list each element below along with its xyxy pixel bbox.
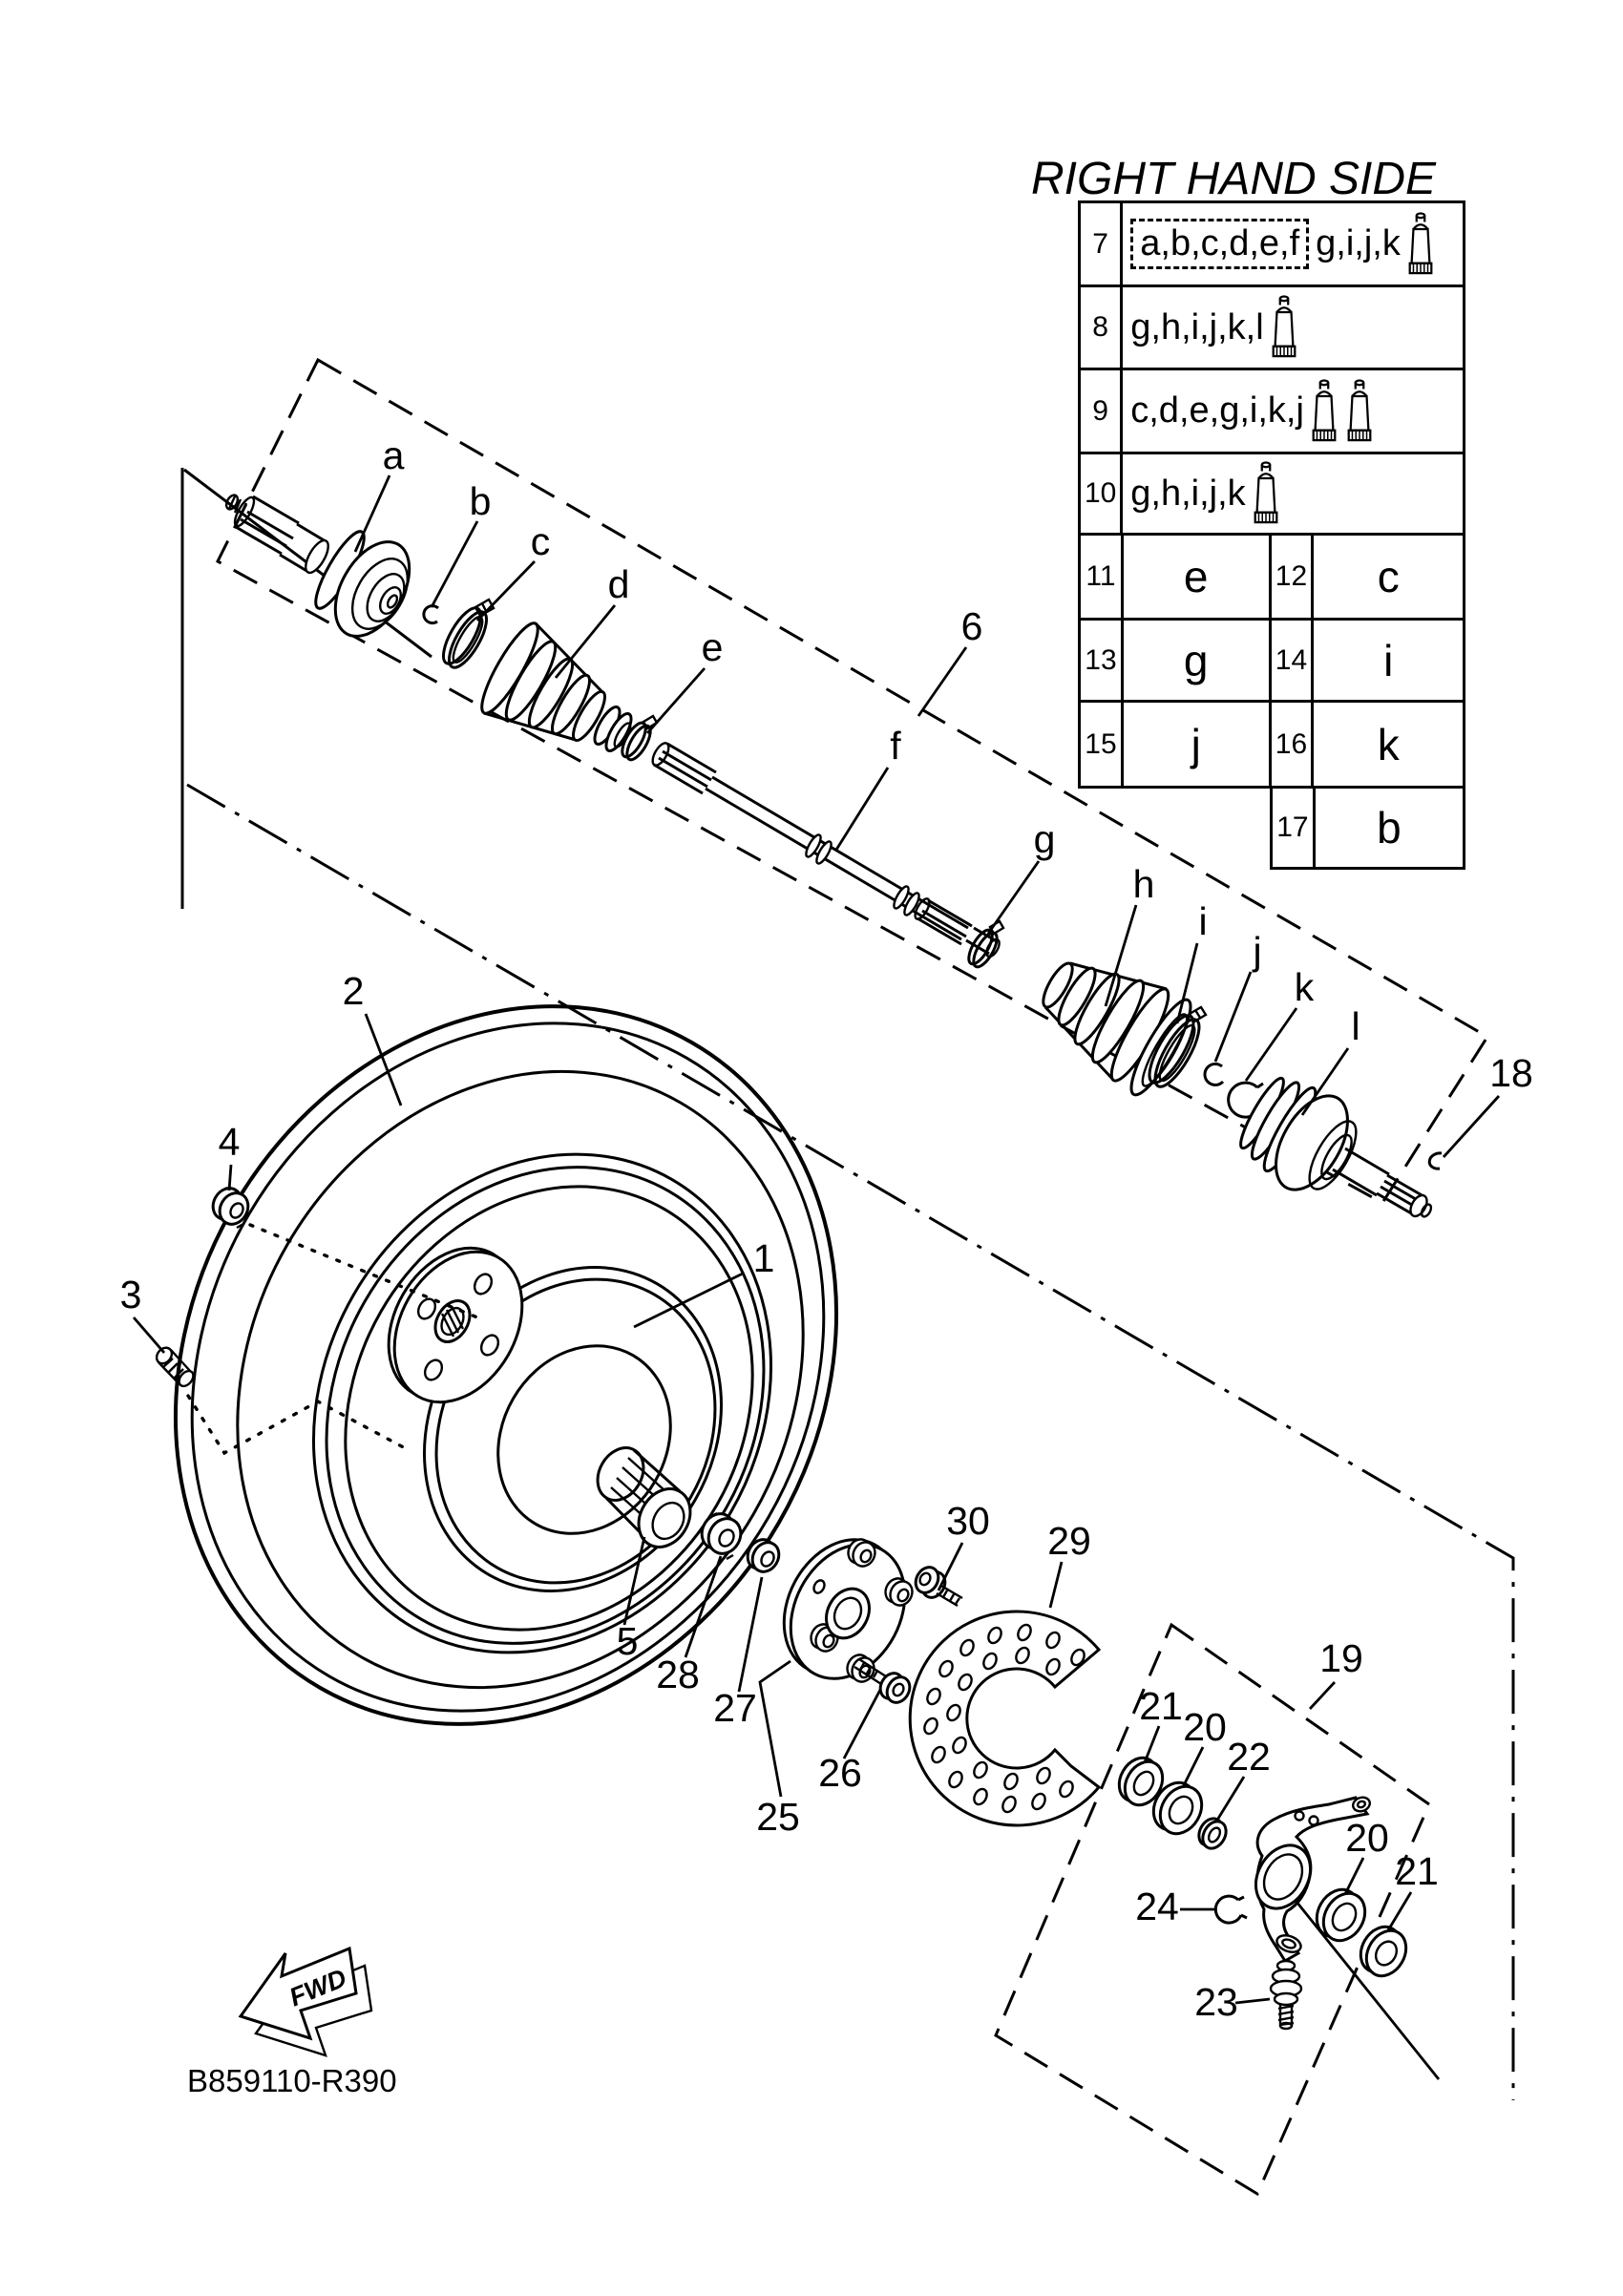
- part-label-29: 29: [1047, 1518, 1091, 1563]
- part-label-k: k: [1294, 964, 1315, 1009]
- tire-shoulder: [127, 968, 913, 1791]
- wheel-hub: [762, 1520, 928, 1698]
- part-label-i: i: [1198, 898, 1208, 943]
- letter-cell: g: [1122, 620, 1270, 702]
- row-number: 15: [1080, 702, 1123, 788]
- inner-cv-joint: [224, 494, 425, 649]
- row-number: 9: [1080, 369, 1122, 453]
- row-number: 13: [1080, 620, 1123, 702]
- letter-group: g,h,i,j,k: [1130, 473, 1246, 514]
- letter-cell: i: [1313, 620, 1465, 702]
- grease-tube-icon: [1405, 211, 1436, 278]
- grease-table-top: [1078, 200, 1465, 536]
- letter-group: c,d,e,g,i,k,j: [1130, 390, 1304, 431]
- part-label-21a: 21: [1139, 1683, 1183, 1728]
- valve-install-line: [188, 1396, 411, 1453]
- table-row-11-12: [1080, 535, 1465, 620]
- part-label-23: 23: [1194, 1979, 1238, 2024]
- part-label-4: 4: [218, 1119, 241, 1164]
- table-row-15-16: [1080, 702, 1465, 788]
- part-label-g: g: [1033, 816, 1056, 861]
- letter-cell: e: [1122, 535, 1270, 620]
- outer-boot-clamp-small: [964, 921, 1003, 970]
- part-label-6: 6: [960, 603, 983, 648]
- tire-tread-edge: [69, 908, 947, 1827]
- part-label-21b: 21: [1395, 1848, 1439, 1893]
- part-label-18: 18: [1489, 1050, 1533, 1095]
- knuckle-bearing-right: [1309, 1882, 1374, 1948]
- part-label-j: j: [1253, 928, 1262, 973]
- hub-bolt: [854, 1659, 915, 1707]
- rim-lip: [266, 1112, 833, 1704]
- part-label-b: b: [469, 478, 492, 523]
- valve-stem: [154, 1345, 197, 1389]
- grease-tube-icon: [1269, 294, 1299, 361]
- part-label-2: 2: [342, 968, 365, 1013]
- center-line: [187, 785, 1513, 2100]
- part-label-5: 5: [616, 1618, 639, 1663]
- guard-bolt: [911, 1563, 962, 1606]
- table-row-10: [1080, 453, 1465, 535]
- letter-group: g,i,j,k: [1316, 223, 1401, 263]
- part-label-28: 28: [656, 1652, 700, 1696]
- part-label-26: 26: [818, 1750, 862, 1795]
- drawing-code: B859110-R390: [187, 2063, 397, 2098]
- part-label-l: l: [1351, 1003, 1360, 1048]
- letter-cell: b: [1314, 788, 1464, 869]
- part-label-e: e: [701, 624, 724, 669]
- part-label-h: h: [1132, 861, 1155, 906]
- part-label-30: 30: [946, 1498, 990, 1543]
- frame-ghost-lines: [182, 468, 432, 909]
- outer-cv-boot: [1038, 959, 1199, 1101]
- row-number: 16: [1270, 702, 1313, 788]
- fwd-arrow-icon: [241, 1948, 371, 2055]
- part-label-20b: 20: [1345, 1815, 1389, 1860]
- ball-joint: [1271, 1961, 1301, 2029]
- row-number: 11: [1080, 535, 1123, 620]
- rim-hub-face: [363, 1225, 548, 1424]
- drive-shaft: [649, 741, 1001, 958]
- boxed-letter-group: a,b,c,d,e,f: [1130, 219, 1309, 269]
- letter-cell: c: [1313, 535, 1465, 620]
- letter-cell: k: [1313, 702, 1465, 788]
- knuckle-seal-right: [1353, 1920, 1414, 1983]
- row-number: 7: [1080, 202, 1122, 286]
- part-label-a: a: [382, 432, 405, 477]
- fwd-label: FWD: [285, 1963, 351, 2012]
- grease-table-grid: [1078, 533, 1465, 789]
- outer-circlip: [1205, 1064, 1223, 1085]
- table-row-17: [1272, 788, 1465, 869]
- table-row-8: [1080, 286, 1465, 369]
- part-label-25: 25: [756, 1794, 800, 1839]
- part-label-1: 1: [752, 1235, 775, 1280]
- table-row-7: [1080, 202, 1465, 286]
- page-title: RIGHT HAND SIDE: [1030, 154, 1437, 204]
- grease-tube-icon: [1309, 378, 1339, 445]
- row-number: 8: [1080, 286, 1122, 369]
- axle-clip: [1429, 1153, 1442, 1169]
- table-row-13-14: [1080, 620, 1465, 702]
- row-number: 12: [1270, 535, 1313, 620]
- part-label-3: 3: [119, 1272, 142, 1317]
- wheel-nut: [207, 1183, 253, 1229]
- part-label-22: 22: [1227, 1734, 1271, 1779]
- brake-disc-guard: [910, 1611, 1099, 1825]
- part-label-c: c: [530, 518, 551, 563]
- row-number: 14: [1270, 620, 1313, 702]
- grease-tube-icon: [1344, 378, 1375, 445]
- row-number: 17: [1272, 788, 1315, 869]
- knuckle-snap-ring: [1215, 1896, 1247, 1923]
- part-label-19: 19: [1319, 1635, 1363, 1680]
- part-label-f: f: [890, 723, 901, 768]
- outer-cv-joint: [1234, 1074, 1433, 1219]
- letter-cell: j: [1122, 702, 1270, 788]
- row-number: 10: [1080, 453, 1122, 535]
- part-label-24: 24: [1135, 1884, 1179, 1928]
- letter-group: g,h,i,j,k,l: [1130, 306, 1264, 348]
- grease-table-last-row: [1270, 786, 1465, 870]
- inner-boot-clamp-large: [436, 600, 494, 673]
- grease-reference-table: [1078, 200, 1465, 870]
- inner-cv-boot: [474, 618, 636, 754]
- grease-tube-icon: [1251, 460, 1281, 527]
- knuckle-spacer: [1194, 1815, 1231, 1853]
- part-label-d: d: [607, 561, 630, 606]
- inner-circlip: [424, 606, 438, 623]
- part-label-20a: 20: [1183, 1704, 1227, 1749]
- table-row-9: [1080, 369, 1465, 453]
- part-label-27: 27: [713, 1685, 757, 1730]
